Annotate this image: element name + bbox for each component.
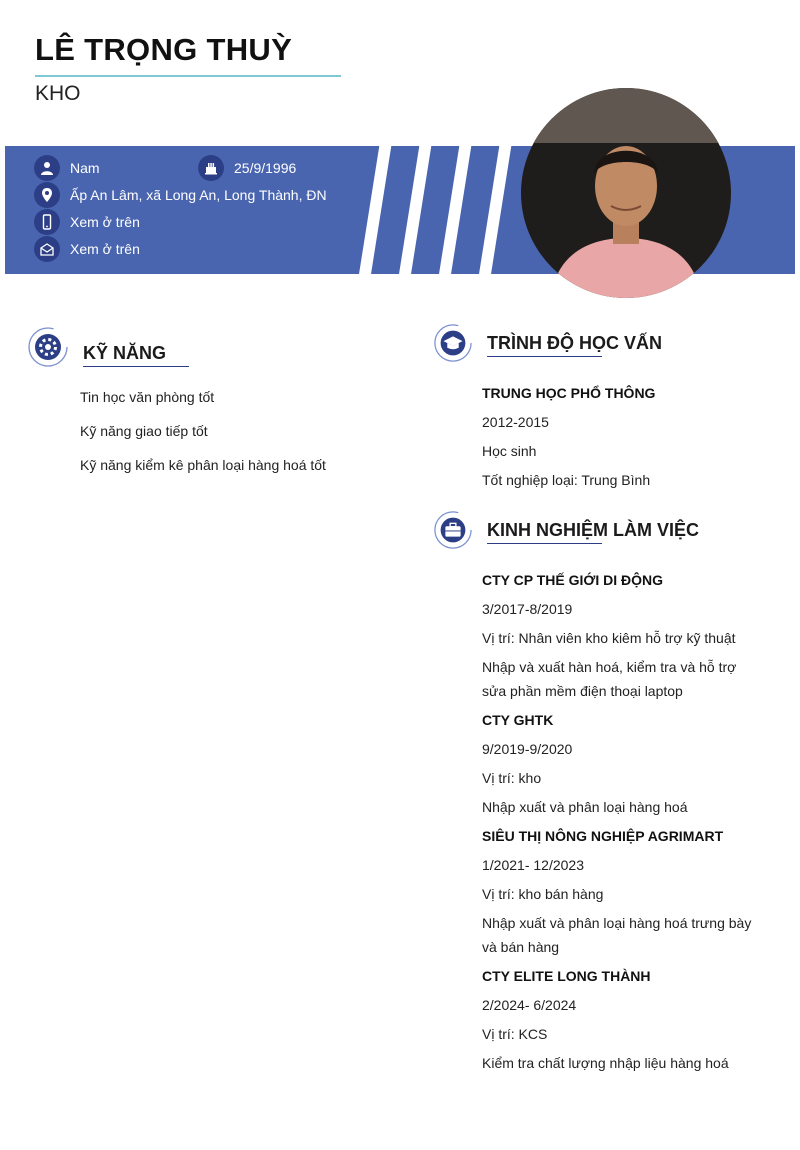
job-period: 1/2021- 12/2023 — [482, 857, 584, 873]
decor-stripe — [397, 146, 433, 274]
skill-item: Tin học văn phòng tốt — [80, 389, 215, 405]
job-company: SIÊU THỊ NÔNG NGHIỆP AGRIMART — [482, 828, 724, 844]
education-school: TRUNG HỌC PHỔ THÔNG — [482, 385, 656, 401]
profile-photo — [521, 88, 731, 298]
job-period: 3/2017-8/2019 — [482, 601, 573, 617]
mail-icon — [34, 236, 60, 262]
decor-stripe — [357, 146, 393, 274]
candidate-name: LÊ TRỌNG THUỲ — [35, 32, 293, 67]
skill-item: Kỹ năng giao tiếp tốt — [80, 423, 208, 439]
job-company: CTY GHTK — [482, 712, 554, 728]
map-pin-icon — [34, 182, 60, 208]
education-block — [482, 381, 762, 497]
job-period: 2/2024- 6/2024 — [482, 997, 577, 1013]
email-row — [34, 236, 140, 262]
briefcase-icon — [433, 510, 473, 550]
gender-row — [34, 155, 100, 181]
cake-icon — [198, 155, 224, 181]
gender-value: Nam — [70, 160, 100, 176]
address-row — [34, 182, 327, 208]
phone-value: Xem ở trên — [70, 214, 140, 230]
job-description: Nhập xuất và phân loại hàng hoá trưng bày và bán hàng — [482, 915, 752, 955]
education-title: TRÌNH ĐỘ HỌC VẤN — [487, 333, 662, 353]
decor-stripe — [437, 146, 473, 274]
phone-icon — [34, 209, 60, 235]
birthday-row — [198, 155, 296, 181]
job-role: Vị trí: Nhân viên kho kiêm hỗ trợ kỹ thuật — [482, 630, 736, 646]
job-period: 9/2019-9/2020 — [482, 741, 573, 757]
skills-title-underline — [83, 366, 189, 367]
name-underline — [35, 75, 341, 77]
decor-stripe — [477, 146, 513, 274]
skill-item: Kỹ năng kiểm kê phân loại hàng hoá tốt — [80, 457, 326, 473]
job-position: KHO — [35, 82, 81, 105]
education-title-underline — [487, 356, 602, 357]
experience-title: KINH NGHIỆM LÀM VIỆC — [487, 520, 700, 540]
user-icon — [34, 155, 60, 181]
education-result: Tốt nghiệp loại: Trung Bình — [482, 472, 651, 488]
email-value: Xem ở trên — [70, 241, 140, 257]
job-company: CTY CP THẾ GIỚI DI ĐỘNG — [482, 572, 664, 588]
experience-title-underline — [487, 543, 602, 544]
job-description: Kiểm tra chất lượng nhập liệu hàng hoá — [482, 1055, 729, 1071]
birthday-value: 25/9/1996 — [234, 160, 297, 176]
gear-icon — [27, 326, 69, 368]
experience-list — [482, 568, 762, 1080]
education-period: 2012-2015 — [482, 414, 549, 430]
education-role: Học sinh — [482, 443, 537, 459]
job-description: Nhập xuất và phân loại hàng hoá — [482, 799, 688, 815]
job-role: Vị trí: kho — [482, 770, 542, 786]
phone-row — [34, 209, 140, 235]
job-description: Nhập và xuất hàn hoá, kiểm tra và hỗ trợ sửa phần mềm điện thoại laptop — [482, 659, 737, 699]
job-role: Vị trí: kho bán hàng — [482, 886, 604, 902]
graduation-cap-icon — [433, 323, 473, 363]
job-role: Vị trí: KCS — [482, 1026, 548, 1042]
skills-title: KỸ NĂNG — [83, 343, 167, 363]
address-value: Ấp An Lâm, xã Long An, Long Thành, ĐN — [70, 187, 327, 203]
job-company: CTY ELITE LONG THÀNH — [482, 968, 651, 984]
